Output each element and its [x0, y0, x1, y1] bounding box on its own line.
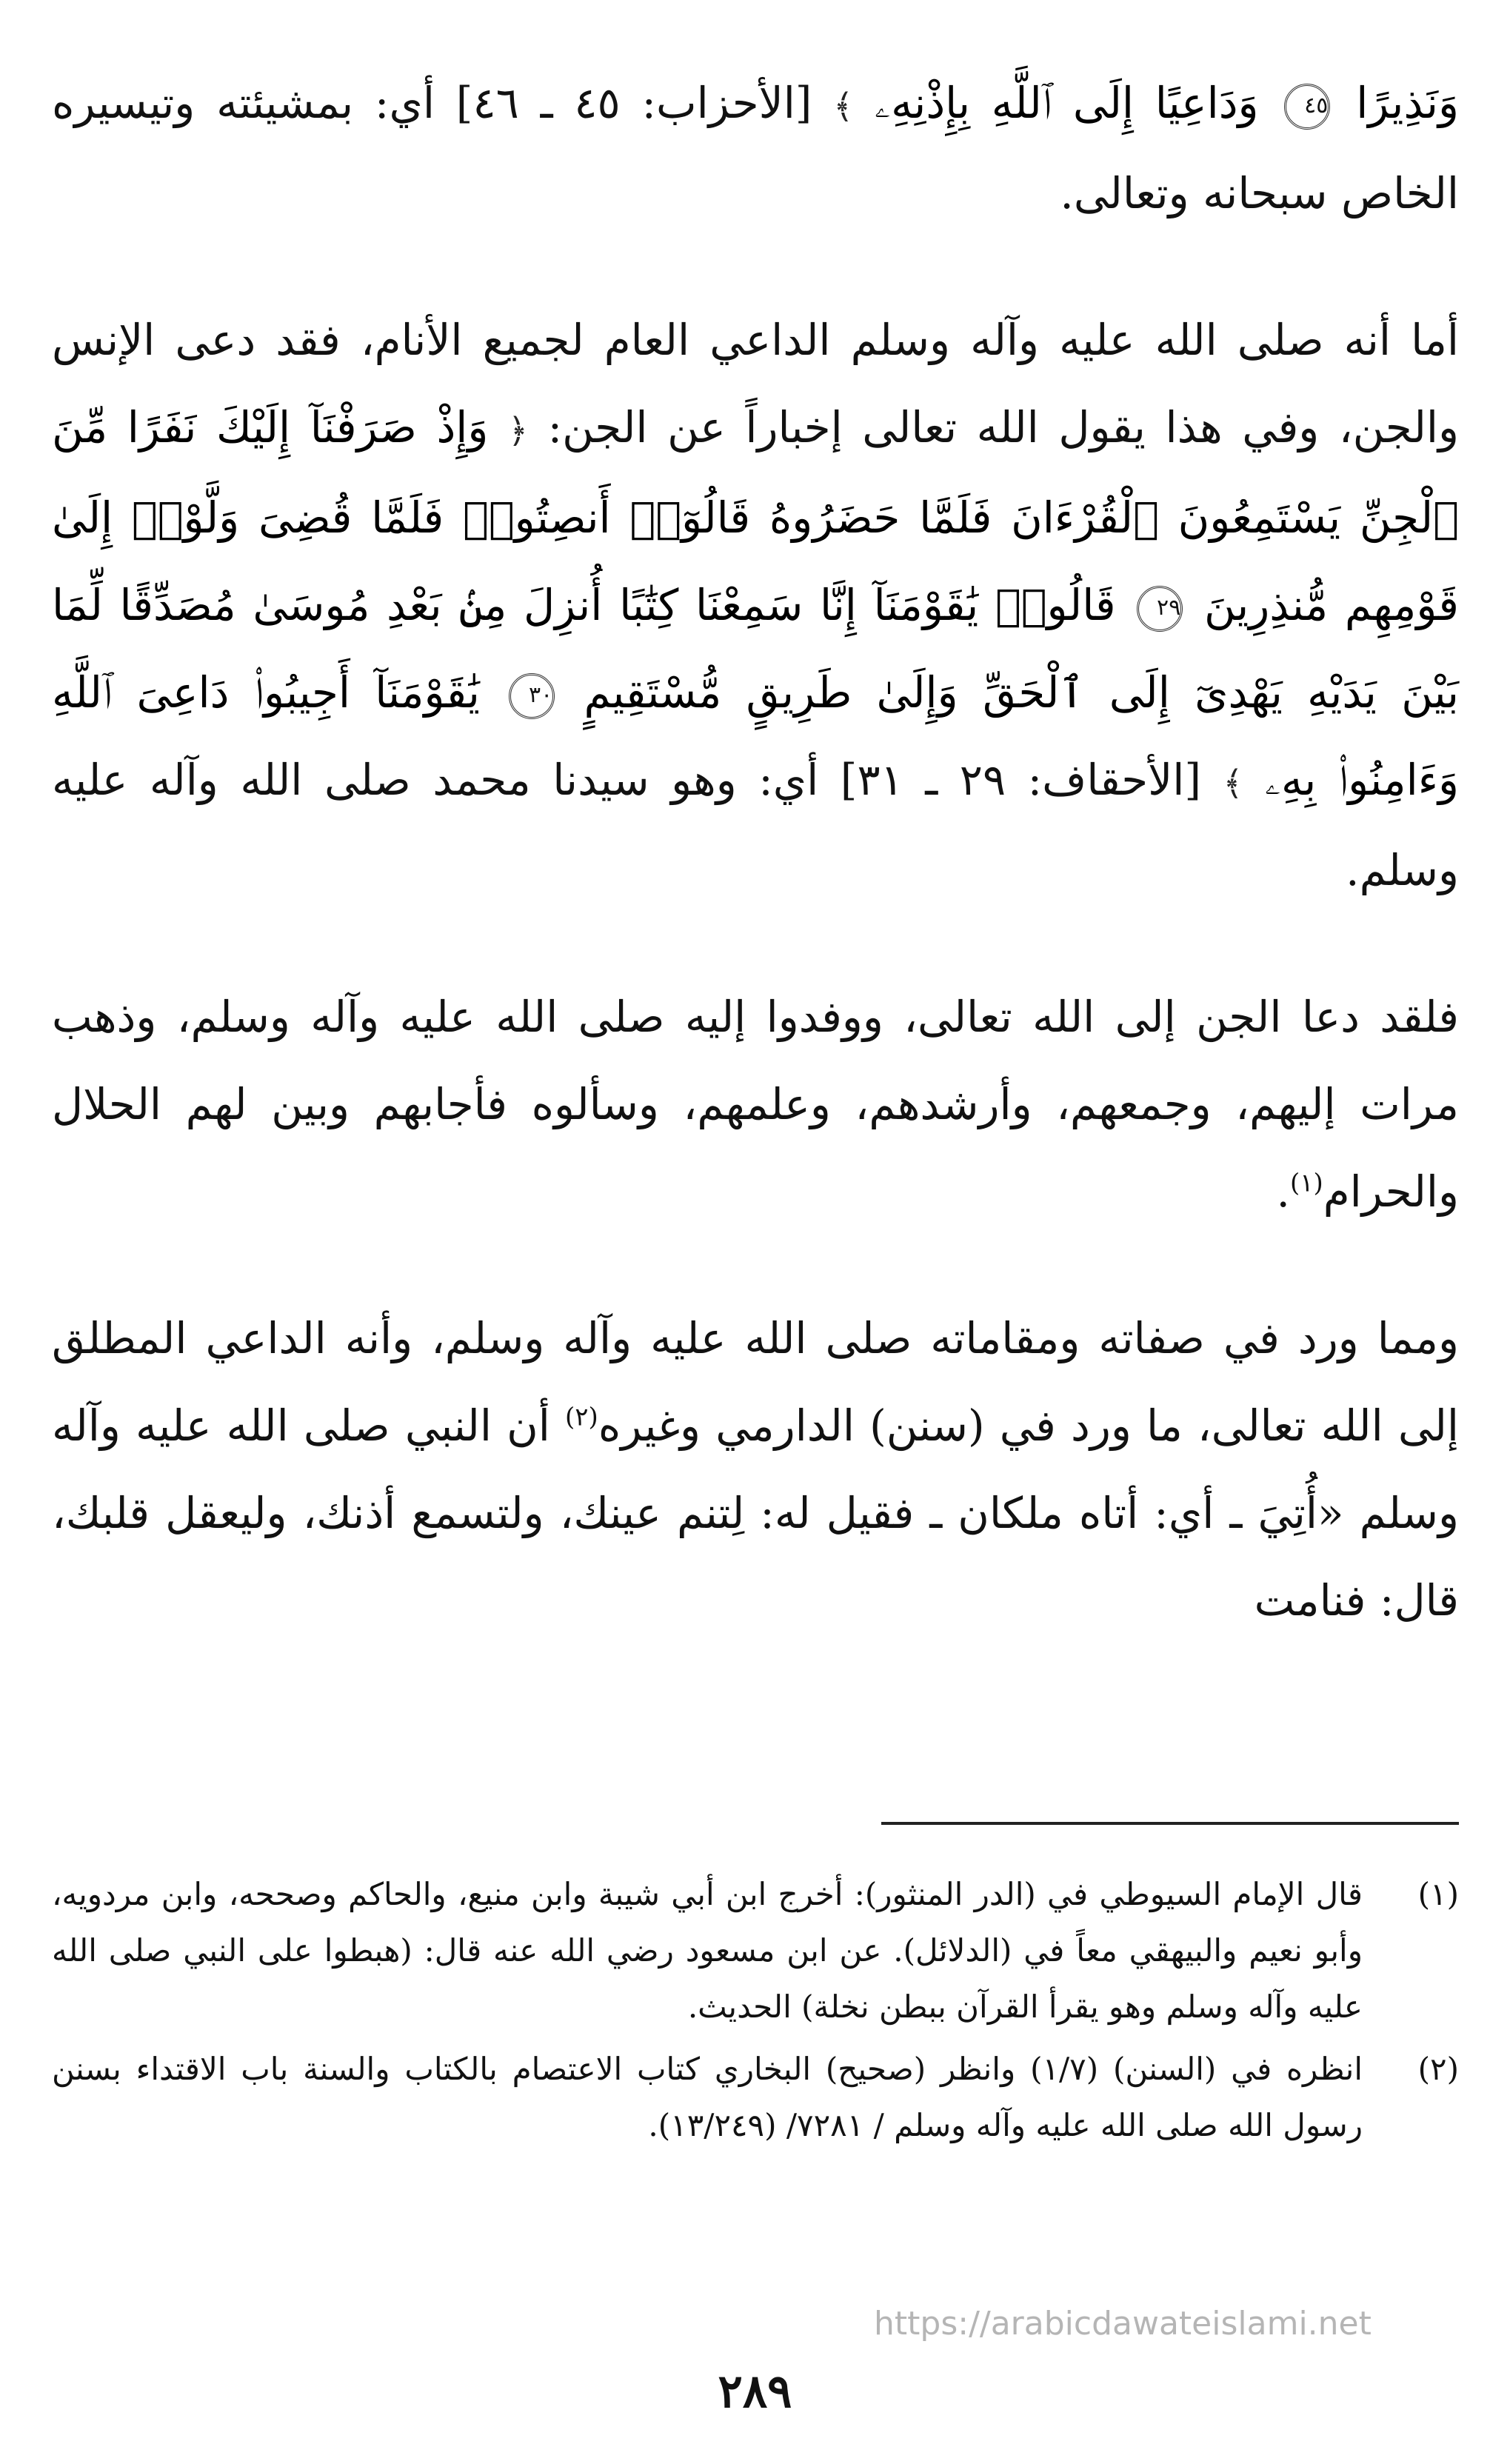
quran-text: وَإِذْ صَرَفْنَآ إِلَيْكَ نَفَرًا مِّنَ ٱلْجِنِّ يَسْتَمِعُونَ ٱلْقُرْءَانَ فَلَمَّا حَضَرُوهُ قَالُوٓا۟ أَنصِتُوا۟ فَلَمَّا قُضِىَ وَلَّوْا۟ إِلَىٰ قَوْمِهِم مُّنذِرِينَ — [52, 402, 1460, 630]
footnote-number: (١) — [1417, 1876, 1459, 1912]
paragraph-2 — [52, 296, 1459, 914]
ayah-number-marker: ٤٥ — [1284, 84, 1330, 130]
paragraph-text: أن النبي صلى الله عليه وآله وسلم «أُتِيَ ـ أي: أتاه ملكان ـ فقيل له: لِتنم عينك، ولتسمع أذنك، وليعقل قلبك، قال: فنامت — [52, 1400, 1459, 1626]
footnote-number: (٢) — [1417, 2051, 1459, 2087]
footnote-divider — [881, 1822, 1459, 1825]
quran-text: قَالُوا۟ يَٰقَوْمَنَآ إِنَّا سَمِعْنَا كِتَٰبًا أُنزِلَ مِنۢ بَعْدِ مُوسَىٰ مُصَدِّقًا لِّمَا بَيْنَ يَدَيْهِ يَهْدِىٓ إِلَى ٱلْحَقِّ وَإِلَىٰ طَرِيقٍ مُّسْتَقِيمٍ — [52, 580, 1460, 718]
footnote-text: قال الإمام السيوطي في (الدر المنثور): أخرج ابن أبي شيبة وابن منيع، والحاكم وصححه، وابن مردويه، وأبو نعيم والبيهقي معاً في (الدلائل). عن ابن مسعود رضي الله عنه قال: (هبطوا على النبي صلى الله عليه وآله وسلم وهو يقرأ القرآن ببطن نخلة) الحديث. — [52, 1876, 1363, 2025]
page-body — [52, 59, 1459, 2459]
quran-text: وَنَذِيرًا — [1356, 78, 1460, 128]
quran-close-bracket: ﴾ — [1223, 763, 1243, 803]
paragraph-text: [الأحزاب: ٤٥ ـ ٤٦] أي: بمشيئته وتيسيره الخاص سبحانه وتعالى. — [52, 78, 1459, 218]
footnotes — [52, 1866, 1459, 2160]
footnote-item — [52, 2041, 1459, 2154]
footnote-reference[interactable]: (١) — [1289, 1168, 1323, 1198]
footnote-text: انظره في (السنن) (١/٧) وانظر (صحيح) البخاري كتاب الاعتصام بالكتاب والسنة باب الاقتداء بسنن رسول الله صلى الله عليه وآله وسلم / ٧٢٨١/ (١٣/٢٤٩). — [52, 2051, 1363, 2143]
paragraph-end: . — [1276, 1166, 1290, 1217]
quran-open-bracket: ﴿ — [508, 410, 528, 450]
quran-text: يَٰقَوْمَنَآ أَجِيبُوا۟ دَاعِىَ ٱللَّهِ وَءَامِنُوا۟ بِهِۦ — [52, 667, 1460, 805]
paragraph-1 — [52, 59, 1459, 237]
paragraph-text: أما أنه صلى الله عليه وآله وسلم الداعي العام لجميع الأنام، فقد دعى الإنس والجن، وفي هذا يقول الله تعالى إخباراً عن الجن: — [52, 315, 1460, 453]
ayah-number-marker: ٣٠ — [509, 673, 555, 719]
paragraph-text: فلقد دعا الجن إلى الله تعالى، ووفدوا إليه صلى الله عليه وآله وسلم، وذهب مرات إليهم، وجمعهم، وأرشدهم، وعلمهم، وسألوه فأجابهم وبين لهم الحلال والحرام — [52, 992, 1459, 1217]
ayah-number-marker: ٢٩ — [1137, 586, 1183, 632]
footnote-reference[interactable]: (٢) — [565, 1402, 598, 1432]
paragraph-4 — [52, 1295, 1459, 1644]
paragraph-text: ومما ورد في صفاته ومقاماته صلى الله عليه وآله وسلم، وأنه الداعي المطلق إلى الله تعالى، ما ورد في (سنن) الدارمي وغيره — [52, 1313, 1460, 1451]
paragraph-text: [الأحقاف: ٢٩ ـ ٣١] أي: وهو سيدنا محمد صلى الله وآله عليه وسلم. — [52, 755, 1459, 895]
page-number: ٢٨٩ — [718, 2364, 792, 2418]
watermark-url: https://arabicdawateislami.net — [874, 2305, 1372, 2343]
footnote-item — [52, 1866, 1459, 2035]
quran-text: وَدَاعِيًا إِلَى ٱللَّهِ بِإِذْنِهِۦ — [875, 78, 1259, 128]
quran-close-bracket: ﴾ — [833, 86, 854, 126]
paragraph-3 — [52, 973, 1459, 1235]
